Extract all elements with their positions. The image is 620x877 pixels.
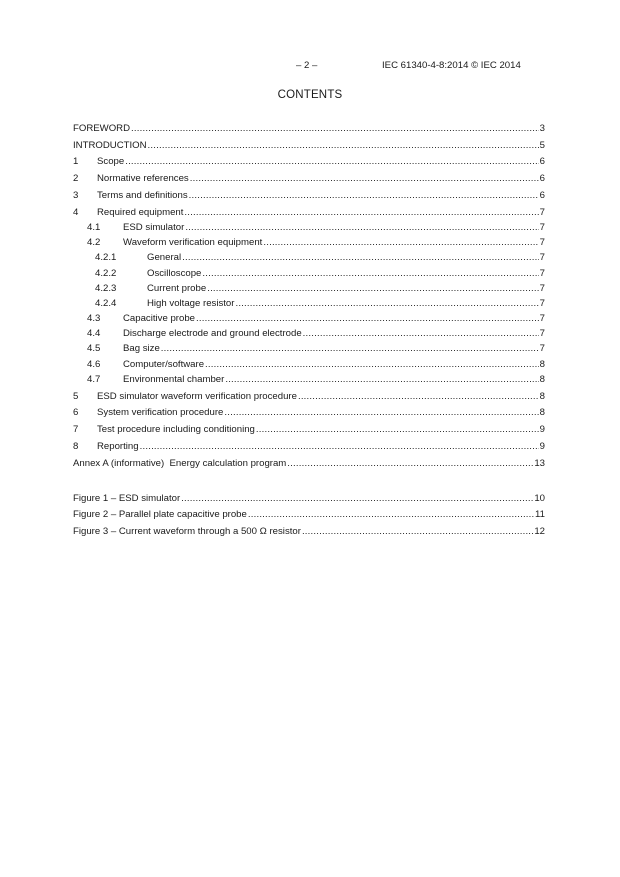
- toc-entry-page: 7: [539, 313, 545, 325]
- toc-entry-number: 4.6: [87, 358, 101, 370]
- toc-entry-title: Terms and definitions: [97, 189, 188, 201]
- toc-entry-number: 4.3: [87, 313, 101, 325]
- toc-leader-dots: [189, 190, 539, 202]
- toc-leader-dots: [298, 391, 539, 403]
- toc-leader-dots: [202, 268, 538, 280]
- toc-entry-number: 5: [73, 390, 79, 402]
- figure-entry-page: 12: [534, 526, 545, 538]
- toc-entry-title: General: [147, 252, 182, 264]
- figure-entry-page: 10: [534, 492, 545, 504]
- figure-entry-title: Figure 2 – Parallel plate capacitive probe: [73, 509, 247, 521]
- toc-entry-page: 7: [539, 237, 545, 249]
- toc-entry[interactable]: [73, 295, 545, 310]
- toc-leader-dots: [140, 441, 539, 453]
- toc-entry[interactable]: [73, 249, 545, 264]
- toc-entry[interactable]: [73, 453, 545, 470]
- toc-entry-number: 4.4: [87, 328, 101, 340]
- toc-leader-dots: [185, 222, 538, 234]
- toc-entry[interactable]: [73, 436, 545, 453]
- toc-entry-title: Capacitive probe: [123, 313, 195, 325]
- toc-entry-page: 7: [539, 252, 545, 264]
- toc-leader-dots: [184, 207, 538, 219]
- figure-entry-title: Figure 1 – ESD simulator: [73, 492, 181, 504]
- toc-entry-page: 8: [539, 407, 545, 419]
- toc-leader-dots: [205, 359, 539, 371]
- toc-entry-page: 7: [539, 282, 545, 294]
- toc-entry-title: Bag size: [123, 343, 160, 355]
- toc-leader-dots: [225, 374, 538, 386]
- toc-entry-title: System verification procedure: [97, 407, 224, 419]
- toc-entry-page: 8: [539, 358, 545, 370]
- toc-leader-dots: [256, 424, 539, 436]
- toc-entry[interactable]: [73, 340, 545, 355]
- toc-entry-number: 3: [73, 189, 79, 201]
- toc-entry-page: 13: [534, 457, 545, 469]
- toc-entry-page: 7: [539, 221, 545, 233]
- toc-entry[interactable]: [73, 325, 545, 340]
- toc-entry-title: ESD simulator: [123, 221, 185, 233]
- toc-leader-dots: [190, 173, 539, 185]
- toc-leader-dots: [248, 509, 534, 521]
- toc-entry-number: 2: [73, 173, 79, 185]
- toc-entry-title: Oscilloscope: [147, 267, 202, 279]
- toc-entry[interactable]: [73, 219, 545, 234]
- toc-leader-dots: [303, 328, 539, 340]
- toc-entry-title: High voltage resistor: [147, 297, 235, 309]
- toc-entry-number: 6: [73, 407, 79, 419]
- toc-entry-number: 4.1: [87, 221, 101, 233]
- toc-entry-page: 8: [539, 373, 545, 385]
- toc-leader-dots: [287, 458, 533, 470]
- page-number: – 2 –: [296, 60, 318, 71]
- toc-entry-page: 7: [539, 267, 545, 279]
- toc-leader-dots: [224, 407, 538, 419]
- toc-entry-page: 9: [539, 424, 545, 436]
- toc-leader-dots: [148, 140, 539, 152]
- toc-leader-dots: [235, 298, 538, 310]
- toc-entry-title: Computer/software: [123, 358, 205, 370]
- toc-entry[interactable]: [73, 234, 545, 249]
- toc-leader-dots: [161, 343, 539, 355]
- toc-entry-number: 4.2.1: [95, 252, 117, 264]
- toc-entry-number: 4.7: [87, 373, 101, 385]
- toc-leader-dots: [181, 493, 533, 505]
- toc-entry-page: 7: [539, 343, 545, 355]
- toc-entry-number: 1: [73, 156, 79, 168]
- figure-entry-page: 11: [535, 509, 545, 521]
- toc-leader-dots: [131, 123, 539, 135]
- toc-entry-number: 4.2: [87, 237, 101, 249]
- toc-entry[interactable]: [73, 135, 545, 152]
- toc-spacer: [73, 470, 545, 488]
- toc-entry[interactable]: [73, 280, 545, 295]
- toc-entry-number: 4.2.4: [95, 297, 117, 309]
- toc-entry[interactable]: [73, 386, 545, 403]
- figure-entry[interactable]: [73, 488, 545, 505]
- toc-entry-number: 7: [73, 424, 79, 436]
- toc-leader-dots: [196, 313, 539, 325]
- toc-entry[interactable]: [73, 264, 545, 279]
- toc-entry-page: 7: [539, 206, 545, 218]
- toc-entry-title: Scope: [97, 156, 125, 168]
- toc-entry-page: 6: [539, 189, 545, 201]
- toc-leader-dots: [263, 237, 538, 249]
- toc-entry-number: 8: [73, 441, 79, 453]
- toc-entry-page: 7: [539, 297, 545, 309]
- toc-entry-page: 5: [539, 139, 545, 151]
- toc-entry-title: Reporting: [97, 441, 139, 453]
- toc-entry[interactable]: [73, 168, 545, 185]
- toc-entry-page: 6: [539, 173, 545, 185]
- toc-entry-title: Environmental chamber: [123, 373, 225, 385]
- standard-reference: IEC 61340-4-8:2014 © IEC 2014: [382, 60, 521, 71]
- toc-entry-title: ESD simulator waveform verification procedure: [97, 390, 297, 402]
- toc-entry-number: 4.5: [87, 343, 101, 355]
- toc-leader-dots: [182, 252, 539, 264]
- toc-leader-dots: [207, 283, 538, 295]
- table-of-contents: [73, 118, 545, 538]
- toc-entry[interactable]: [73, 355, 545, 370]
- toc-entry[interactable]: [73, 152, 545, 169]
- toc-entry-title: Normative references: [97, 173, 189, 185]
- toc-entry-page: 7: [539, 328, 545, 340]
- toc-entry-title: Test procedure including conditioning: [97, 424, 255, 436]
- figure-entry-title: Figure 3 – Current waveform through a 500 Ω resistor: [73, 526, 301, 538]
- toc-entry-title: INTRODUCTION: [73, 139, 147, 151]
- toc-entry-title: Annex A (informative) Energy calculation program: [73, 457, 287, 469]
- toc-entry-title: FOREWORD: [73, 122, 131, 134]
- toc-entry-title: Waveform verification equipment: [123, 237, 263, 249]
- toc-entry-title: Current probe: [147, 282, 207, 294]
- toc-entry[interactable]: [73, 118, 545, 135]
- toc-entry-number: 4.2.3: [95, 282, 117, 294]
- toc-entry-title: Discharge electrode and ground electrode: [123, 328, 302, 340]
- toc-entry[interactable]: [73, 371, 545, 386]
- toc-entry-title: Required equipment: [97, 206, 184, 218]
- toc-entry-number: 4: [73, 206, 79, 218]
- toc-entry[interactable]: [73, 403, 545, 420]
- toc-leader-dots: [302, 526, 533, 538]
- page-title: CONTENTS: [277, 89, 343, 101]
- toc-entry-page: 8: [539, 390, 545, 402]
- toc-entry[interactable]: [73, 185, 545, 202]
- toc-entry-page: 6: [539, 156, 545, 168]
- toc-entry[interactable]: [73, 419, 545, 436]
- toc-entry[interactable]: [73, 202, 545, 219]
- toc-entry[interactable]: [73, 310, 545, 325]
- toc-entry-number: 4.2.2: [95, 267, 117, 279]
- toc-entry-page: 3: [539, 122, 545, 134]
- toc-leader-dots: [125, 156, 538, 168]
- figure-entry[interactable]: [73, 521, 545, 538]
- toc-entry-page: 9: [539, 441, 545, 453]
- figure-entry[interactable]: [73, 505, 545, 522]
